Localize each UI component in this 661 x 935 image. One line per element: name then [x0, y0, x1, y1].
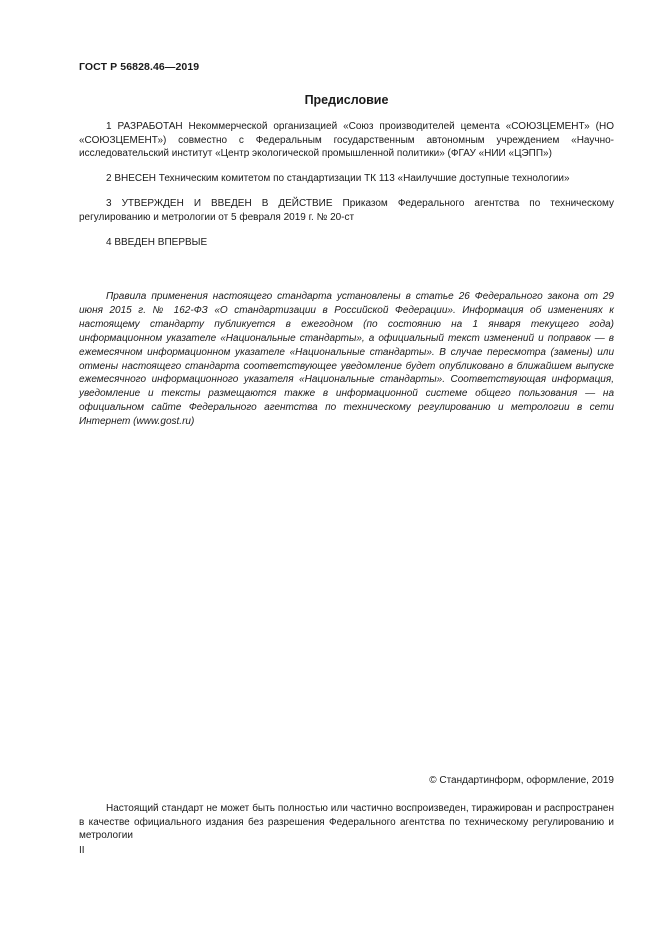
reproduction-notice: Настоящий стандарт не может быть полностью или частично воспроизведен, тиражирован и распространен в качестве официального издания без разрешения Федерального агентства по техническому регулированию и метрологии — [79, 803, 614, 841]
page-title-text: Предисловие — [304, 93, 389, 107]
page-title — [79, 93, 614, 107]
rules-note: Правила применения настоящего стандарта установлены в статье 26 Федерального закона от 29 июня 2015 г. № 162-ФЗ «О стандартизации в Российской Федерации». Информация об изменениях к настоящему стандарту публикуется в ежегодном (по состоянию на 1 января текущего года) информационном указателе «Национальные стандарты», а официальный текст изменений и поправок — в ежемесячном информационном указателе «Национальные стандарты». В случае пересмотра (замены) или отмены настоящего стандарта соответствующее уведомление будет опубликовано в ближайшем выпуске ежемесячного информационного указателя «Национальные стандарты». Соответствующая информация, уведомление и тексты размещаются также в информационной системе общего пользования — на официальном сайте Федерального агентства по техническому регулированию и метрологии в сети Интернет (www.gost.ru) — [79, 291, 614, 428]
standard-code: ГОСТ Р 56828.46—2019 — [79, 61, 200, 73]
page-number: II — [79, 845, 85, 856]
paragraph-first-introduced: 4 ВВЕДЕН ВПЕРВЫЕ — [106, 237, 208, 248]
copyright: © Стандартинформ, оформление, 2019 — [429, 775, 614, 786]
paragraph-approved: 3 УТВЕРЖДЕН И ВВЕДЕН В ДЕЙСТВИЕ Приказом Федерального агентства по техническому регулированию и метрологии от 5 февраля 2019 г. № 20-ст — [79, 198, 614, 223]
paragraph-introduced: 2 ВНЕСЕН Техническим комитетом по стандартизации ТК 113 «Наилучшие доступные технологии» — [106, 173, 570, 184]
paragraph-developed: 1 РАЗРАБОТАН Некоммерческой организацией «Союз производителей цемента «СОЮЗЦЕМЕНТ» (НО «СОЮЗЦЕМЕНТ») совместно с Федеральным государственным автономным учреждением «Научно-исследовательский институт «Центр экологической промышленной политики» (ФГАУ «НИИ «ЦЭПП») — [79, 121, 614, 159]
